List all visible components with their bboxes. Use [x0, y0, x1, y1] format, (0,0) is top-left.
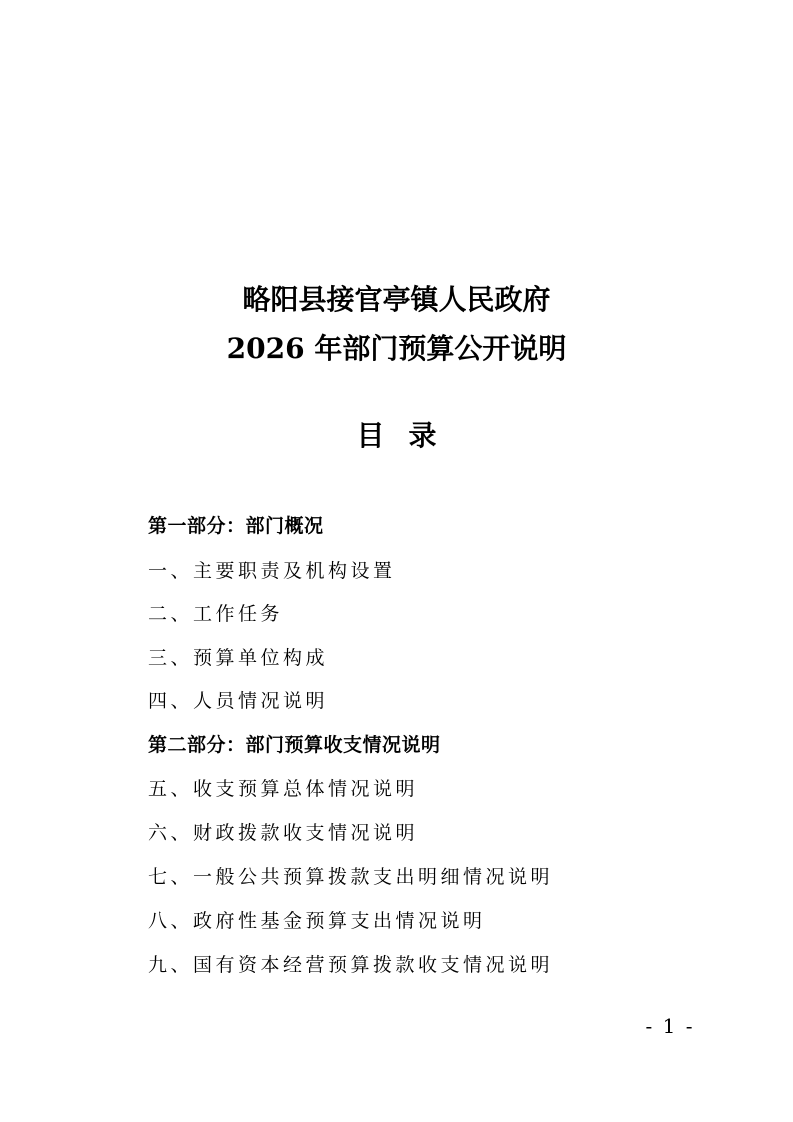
toc-item: 八、政府性基金预算支出情况说明	[148, 910, 486, 932]
toc-item: 五、收支预算总体情况说明	[148, 778, 419, 800]
toc-item: 三、预算单位构成	[148, 647, 329, 669]
toc-heading: 目录	[356, 419, 461, 452]
page-number: - 1 -	[645, 1014, 695, 1038]
document-title-line2: 2026 年部门预算公开说明	[226, 332, 567, 365]
toc-item: 九、国有资本经营预算拨款收支情况说明	[148, 954, 554, 976]
toc-item: 四、人员情况说明	[148, 690, 329, 712]
document-title-line1: 略阳县接官亭镇人民政府	[242, 283, 551, 316]
toc-item: 六、财政拨款收支情况说明	[148, 822, 419, 844]
toc-section-part2: 第二部分：部门预算收支情况说明	[148, 734, 441, 756]
toc-item: 七、一般公共预算拨款支出明细情况说明	[148, 866, 554, 888]
toc-item: 二、工作任务	[148, 603, 284, 625]
toc-section-part1: 第一部分：部门概况	[148, 515, 324, 537]
toc-item: 一、主要职责及机构设置	[148, 560, 396, 582]
